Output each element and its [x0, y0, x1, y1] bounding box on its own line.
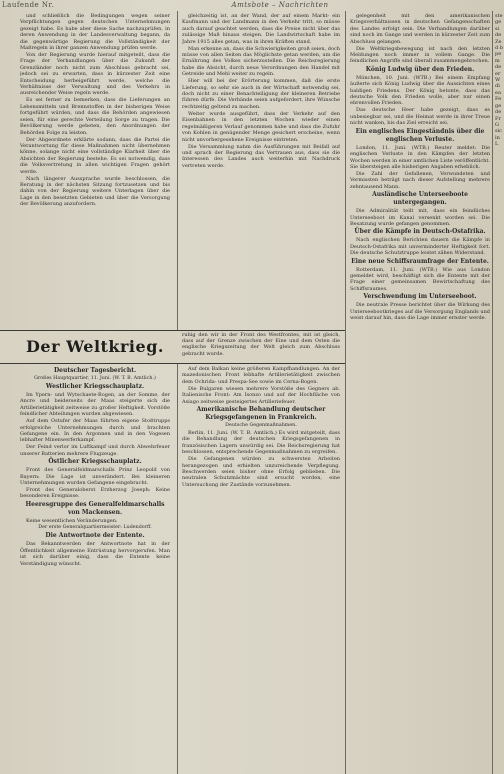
article-heading: Über die Kämpfe in Deutsch-Ostafrika. [354, 228, 486, 236]
paragraph: Berlin, 11. Juni. (W. T. B. Amtlich.) Es wird mitgeteilt, dass die Behandlung der deutschen Kriegsgefangenen in französischen Lagern unwürdig sei. Die Reichsregierung hat beschlossen, entsprechende Gegenmaßnahmen zu ergreifen. [182, 430, 340, 456]
paragraph: und schließlich die Bedingungen wegen seiner Verpflichtungen gegen deutschen Unternehmungen gezeigt habe. Es habe aber diese Sache nachzuprüfen, in deren Anwendung in der Landesverwaltung begann, da die gegenwärtige Regierung die Vollständigkeit der Maßregeln in ihrer ganzen Anwendung prüfen werde. [20, 13, 170, 52]
paragraph: gleichzeitig ist, an der Wand, der auf einem Markt- ein Kaufmann und der Landmann in den Verkehr tritt, so müsse auch darauf geachtet werden, dass die Preise nicht über das zulässige Maß hinaus steigen. Die Landwirtschaft habe im Jahre 1915 alles getan, was in ihren Kräften stand. [182, 13, 340, 45]
article-heading: König Ludwig über den Frieden. [365, 65, 475, 73]
article-heading: Ein englisches Eingeständnis über die englischen Verluste. [355, 127, 485, 143]
header-masthead: Amtsbote – Nachrichten [231, 1, 329, 9]
paragraph: Der Abgeordnete erklärte sodann, dass die Partei die Verantwortung für diese Maßnahmen nicht übernehmen könne, solange nicht eine vollständige Klarheit über die Absichten der Regierung bestehe. Es sei notwendig, dass die Volksvertretung in allen wichtigen Fragen gehört werde. [20, 136, 170, 175]
article-heading: Die Antwortnote der Entente. [45, 532, 145, 540]
paragraph: Die neutrale Presse berichtet über die Wirkung des Unterseebootkrieges auf die Versorgung Englands und weist darauf hin, dass die Lage immer ernster werde. [350, 302, 490, 321]
dateline: Großes Hauptquartier, 11. Juni. (W. T. B. Amtlich.) [34, 376, 156, 381]
paragraph: Rotterdam, 11. Juni. (WTB.) Wie aus London gemeldet wird, beschäftigt sich die Entente mit der Frage einer gemeinsamen Bewirtschaftung des Schiffsraumes. [350, 266, 490, 292]
column-rule [345, 11, 346, 774]
paragraph: Nach längerer Aussprache wurde beschlossen, die Beratung in der nächsten Sitzung fortzusetzen und bis dahin von der Regierung weitere Unterlagen über die Lage in den besetzten Gebieten und über die Versorgung der Bevölkerung anzufordern. [20, 175, 170, 208]
column-4-fragment: ste ge si de Ze d b pe m de er W di ea Fe ge de Fr G sic in L [495, 13, 503, 148]
paragraph: Auf dem Balkan keine größeren Kampfhandlungen. An der mazedonischen Front lebhafte Artillerietätigkeit zwischen dem Ochrida- und Prespa-See sowie im Cerna-Bogen. [182, 366, 340, 385]
paragraph: Keine wesentlichen Veränderungen. [26, 517, 118, 524]
column-rule [177, 11, 178, 774]
paragraph: Die Versammlung nahm die Ausführungen mit Beifall auf und sprach der Regierung das Vertrauen aus, dass sie die Interessen des Landes auch weiterhin mit Nachdruck vertreten werde. [182, 143, 340, 169]
paragraph: Das Bekanntwerden der Antwortnote hat in der Öffentlichkeit allgemeine Entrüstung hervorgerufen. Man ist sich darüber einig, dass die Entente keine Verständigung wünscht. [20, 541, 170, 567]
paragraph: Front des Generaloberst Erzherzog Joseph: Keine besonderen Ereignisse. [20, 487, 170, 500]
paragraph: Nach englischen Berichten dauern die Kämpfe in Deutsch-Ostafrika mit unverminderter Heftigkeit fort. Die deutsche Schutztruppe leistet zähen Widerstand. [350, 237, 490, 257]
paragraph: Von der Regierung wurde hierauf mitgeteilt, dass die Frage der Verhandlungen über die Zukunft der Grenzländer noch nicht zum Abschluss gebracht sei, jedoch sei zu erwarten, dass in kürzester Zeit eine Entscheidung herbeigeführt werde, welche die Verhältnisse der Verwaltung und des Verkehrs in ausreichender Weise regeln werde. [20, 52, 170, 97]
paragraph: London, 11. Juni. (WTB.) Reuter meldet: Die englischen Verluste in den Kämpfen der letzten Wochen werden in einer amtlichen Liste veröffentlicht. Sie übersteigen alle bisherigen Angaben erheblich. [350, 144, 490, 170]
section-band [0, 330, 345, 364]
signature: Der erste Generalquartiermeister: Ludendorff. [38, 525, 152, 531]
paragraph: Die Zahl der Gefallenen, Verwundeten und Vermissten beträgt nach dieser Aufstellung mehrere zehntausend Mann. [350, 170, 490, 190]
section-title: Der Weltkrieg. [26, 337, 164, 356]
paragraph: Die Gefangenen würden zu schwersten Arbeiten herangezogen und erhielten unzureichende Verpflegung. Beschwerden seien bisher ohne Erfolg geblieben. Die neutralen Schutzmächte sind ersucht worden, eine Untersuchung der Zustände vorzunehmen. [182, 456, 340, 488]
column-2-top [182, 13, 340, 328]
article-heading: Deutscher Tagesbericht. [53, 367, 137, 374]
article-heading: Östlicher Kriegsschauplatz. [48, 458, 142, 466]
column-1-lower [20, 366, 170, 568]
column-1-top [20, 13, 170, 328]
column-3 [350, 13, 490, 772]
paragraph: Die Admiralität teilt mit, dass ein feindliches Unterseeboot im Kanal versenkt worden sei. Die Besatzung wurde gefangen genommen. [350, 208, 490, 227]
article-heading: Heeresgruppe des Generalfeldmarschalls von Mackensen. [25, 500, 165, 516]
header-left: Laufende Nr. [2, 1, 55, 9]
article-subheading: Deutsche Gegenmaßnahmen. [225, 423, 297, 429]
article-heading: Eine neue Schiffsraumfrage der Entente. [351, 257, 489, 265]
column-2-lower [182, 366, 340, 489]
paragraph: Das deutsche Heer habe gezeigt, dass es unbesiegbar sei, und die Heimat werde in ihrer Treue nicht wanken, bis das Ziel erreicht sei. [350, 107, 490, 127]
band-intro: ruhig den wir in der Front des Westfrontes, mit ist gleich, dass auf der Grenze zwischen der Eine und dem Osten die englische Kriegszeitung der Welt gleich zum Abschluss gebracht wurde. [182, 332, 340, 357]
paragraph: Front des Generalfeldmarschalls Prinz Leopold von Bayern: Die Lage ist unverändert. Bei kleineren Unternehmungen wurden Gefangene eingebracht. [20, 467, 170, 487]
paragraph: Die Bulgaren wiesen mehrere Vorstöße des Gegners ab. Italienische Front: Am Isonzo und auf der Hochfläche von Asiago zeitweise gesteigertes Artilleriefeuer. [182, 385, 340, 405]
page-header [0, 0, 504, 11]
paragraph: Auf dem Ostufer der Maas führten eigene Stoßtrupps erfolgreiche Unternehmungen durch und brachten Gefangene ein. In den Argonnen und in den Vogesen lebhafter Minenwerferkampf. [20, 418, 170, 444]
paragraph: Der Feind verlor im Luftkampf und durch Abwehrfeuer unserer Batterien mehrere Flugzeuge. [20, 444, 170, 457]
paragraph: Im Ypern- und Wytschaete-Bogen, an der Somme, der Ancre und beiderseits der Maas steigerte sich die Artillerietätigkeit zeitweise zu großer Heftigkeit. Vorstöße feindlicher Abteilungen wurden abgewiesen. [20, 392, 170, 418]
paragraph: Weiter wurde ausgeführt, dass der Verkehr auf den Eisenbahnen in den letzten Wochen wieder einen regelmäßigeren Verlauf genommen habe und dass die Zufuhr von Kohlen in genügender Menge gesichert erscheine, wenn nicht unvorhergesehene Ereignisse eintreten. [182, 110, 340, 143]
paragraph: Hier will bei der Erörterung kommen, daß die erste Lieferung, so sehr sie auch in der Wirtschaft notwendig sei, doch nicht zu einer Benachteiligung der kleineren Betriebe führen dürfe. Die Verbände seien aufgefordert, ihre Wünsche rechtzeitig geltend zu machen. [182, 78, 340, 110]
article-heading: Verschwendung im Unterseeboot. [363, 293, 477, 301]
article-heading: Westlicher Kriegsschauplatz. [45, 383, 145, 390]
paragraph: gelegenheit mit den amerikanischen Kriegsverhältnissen in deutschen Gefangenschaften des Landes erfolgt sein. Die Verhandlungen darüber sind noch im Gange und werden in kürzester Zeit zum Abschluss gelangen. [350, 13, 490, 45]
paragraph: Es sei ferner zu bemerken, dass die Lieferungen an Lebensmitteln und Brennstoffen in der bisherigen Weise fortgeführt würden, und dass die Behörden angewiesen seien, für eine gerechte Verteilung Sorge zu tragen. Die Bevölkerung werde gebeten, den Anordnungen der Behörden Folge zu leisten. [20, 97, 170, 136]
paragraph: München, 10. Juni. (WTB.) Bei einem Empfang äußerte sich König Ludwig über die Aussichten eines baldigen Friedens. Der König betonte, dass das deutsche Volk den Frieden wolle, aber nur einen ehrenvollen Frieden. [350, 74, 490, 107]
column-rule [492, 11, 493, 774]
article-heading: Amerikanische Behandlung deutscher Kriegsgefangenen in Frankreich. [196, 406, 326, 422]
paragraph: Man erkenne an, dass die Schwierigkeiten groß seien, doch müsse von allen Seiten das Möglichste getan werden, um die Ernährung des Volkes sicherzustellen. Die Reichsregierung habe die Absicht, durch neue Verordnungen den Handel mit Getreide und Mehl weiter zu regeln. [182, 45, 340, 78]
paragraph: Die Weltkriegsbewegung ist nach den letzten Meldungen noch immer in vollem Gange. Die feindlichen Angriffe sind überall zusammengebrochen. [350, 45, 490, 65]
article-heading: Ausländische Unterseeboote untergegangen. [372, 191, 468, 207]
